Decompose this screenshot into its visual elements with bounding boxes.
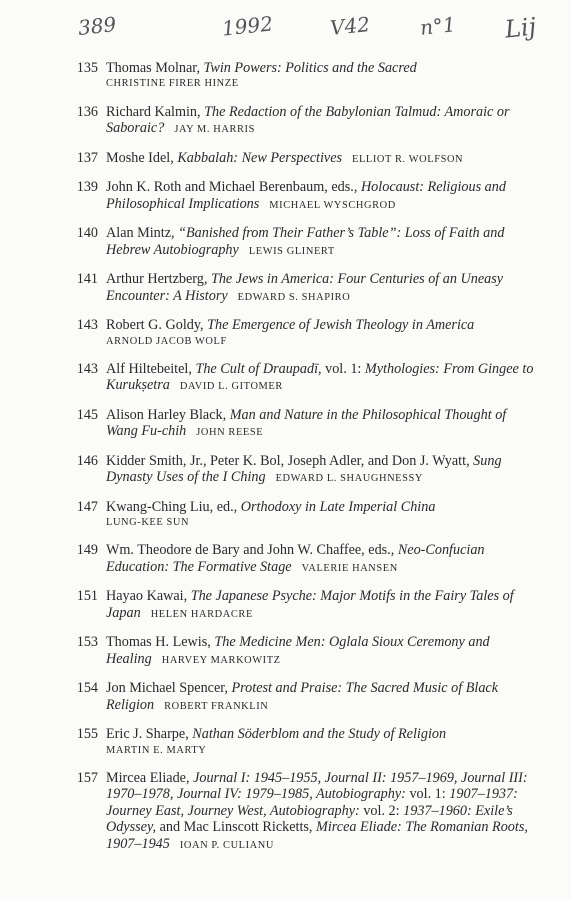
book-title: Twin Powers: Politics and the Sacred [203,60,417,76]
page-number: 135 [76,60,98,76]
page-number: 154 [76,680,98,697]
review-entry [70,634,540,669]
book-author: Kwang-Ching Liu, ed., [106,498,238,515]
book-title: The Medicine Men: Oglala Sioux Ceremony and Healing [106,634,490,667]
book-title: Mythologies: From Gingee to Kurukṣetra [106,360,534,394]
book-title: The Cult of Draupadī, [195,360,322,377]
reviewer-name: VALERIE HANSEN [301,562,398,574]
review-entry [70,179,540,214]
page-number: 153 [76,634,98,651]
handwritten-note: 1992 [220,11,275,41]
reviewer-name: MARTIN E. MARTY [106,744,207,756]
book-author: Jon Michael Spencer, [106,680,228,697]
page-number: 136 [76,103,98,120]
book-title: “Banished from Their Father’s Table”: Loss of Faith and Hebrew Autobiography [106,225,505,258]
book-title: Orthodoxy in Late Imperial China [240,498,436,515]
book-title: 1907–1937: Journey East, Journey West, Autobiography: [106,786,518,819]
page-number: 139 [76,179,98,196]
book-author: Alison Harley Black, [106,406,227,423]
book-author: Robert G. Goldy, [106,317,204,334]
book-title: Mircea Eliade: The Romanian Roots, 1907–1945 [106,819,528,852]
book-author: Hayao Kawai, [106,588,188,605]
handwritten-note: 389 [76,12,118,40]
review-entry [70,271,540,306]
book-title: Holocaust: Religious and Philosophical Implications [106,179,506,212]
review-entry [70,542,540,577]
book-title: The Redaction of the Babylonian Talmud: Amoraic or Saboraic? [106,103,510,136]
book-detail: vol. 1: [321,360,365,377]
book-title: Journal I: 1945–1955, Journal II: 1957–1969, Journal III: 1970–1978, Journal IV: 1979–1985, Autobiography: [106,769,528,803]
page-number: 155 [76,726,98,743]
book-author: Thomas Molnar, [106,60,200,76]
review-entry [70,317,540,349]
book-title: Neo-Confucian Education: The Formative Stage [106,542,485,575]
reviewer-name: ELLIOT R. WOLFSON [352,153,464,165]
review-entry [70,499,540,531]
handwritten-note: n°1 [418,12,457,40]
book-author: Arthur Hertzberg, [106,271,208,288]
review-entry [70,680,540,715]
book-author: John K. Roth and Michael Berenbaum, eds., [106,179,358,196]
book-title: The Japanese Psyche: Major Motifs in the Fairy Tales of Japan [106,588,514,621]
review-entry [70,104,540,139]
reviewer-name: EDWARD S. SHAPIRO [237,291,351,303]
review-entry [70,150,540,168]
review-entry [70,225,540,260]
page-number: 151 [76,588,98,605]
book-author: Kidder Smith, Jr., Peter K. Bol, Joseph Adler, and Don J. Wyatt, [106,452,470,469]
book-author: Eric J. Sharpe, [106,726,189,743]
book-author: Alf Hiltebeitel, [106,360,192,377]
book-title: Nathan Söderblom and the Study of Religion [192,726,447,743]
review-entry [70,407,540,442]
book-author: Thomas H. Lewis, [106,634,211,651]
review-entry [70,588,540,623]
book-title: The Emergence of Jewish Theology in America [207,317,475,334]
reviewer-name: MICHAEL WYSCHGROD [269,199,396,211]
reviewer-name: CHRISTINE FIRER HINZE [106,78,239,90]
review-entry [70,453,540,488]
page-number: 145 [76,406,98,423]
book-author: Mircea Eliade, [106,769,190,786]
page-number: 147 [76,498,98,515]
page-number: 141 [76,271,98,288]
page-number: 157 [76,769,98,786]
reviewer-name: EDWARD L. SHAUGHNESSY [275,473,423,485]
book-author: Wm. Theodore de Bary and John W. Chaffee, eds., [106,542,395,559]
handwritten-note: Lij [503,12,538,44]
book-title: Protest and Praise: The Sacred Music of Black Religion [106,680,499,713]
review-entry [70,726,540,758]
review-entry [70,361,540,396]
page-number: 140 [76,225,98,242]
reviewer-name: LEWIS GLINERT [248,245,335,257]
book-title: Man and Nature in the Philosophical Thought of Wang Fu-chih [106,406,507,440]
handwritten-annotations [0,0,571,60]
book-detail: and Mac Linscott Ricketts, [156,819,317,836]
page-number: 146 [76,452,98,469]
book-title: Sung Dynasty Uses of the I Ching [106,452,502,486]
page-number: 137 [76,149,98,166]
book-title: Kabbalah: New Perspectives [177,149,343,166]
book-author: Richard Kalmin, [106,103,201,120]
book-title: 1937–1960: Exile’s Odyssey, [106,802,513,836]
page-number: 143 [76,317,98,334]
reviewer-name: IOAN P. CULIANU [179,839,274,851]
reviewer-name: JAY M. HARRIS [174,124,255,135]
book-detail: vol. 1: [405,786,450,803]
handwritten-note: V42 [328,11,372,41]
reviewer-name: DAVID L. GITOMER [179,381,283,393]
book-title: The Jews in America: Four Centuries of an Uneasy Encounter: A History [106,271,504,304]
review-list [70,60,540,865]
book-author: Alan Mintz, [106,225,175,242]
review-entry [70,770,540,854]
page-number: 149 [76,542,98,559]
book-detail: vol. 2: [359,802,404,819]
reviewer-name: LUNG-KEE SUN [106,517,190,529]
reviewer-name: ROBERT FRANKLIN [164,700,269,712]
book-author: Moshe Idel, [106,149,174,166]
reviewer-name: HELEN HARDACRE [150,608,253,620]
reviewer-name: HARVEY MARKOWITZ [161,654,281,666]
page-number: 143 [76,360,98,377]
reviewer-name: JOHN REESE [196,427,264,439]
review-entry [70,60,540,92]
reviewer-name: ARNOLD JACOB WOLF [106,335,227,347]
